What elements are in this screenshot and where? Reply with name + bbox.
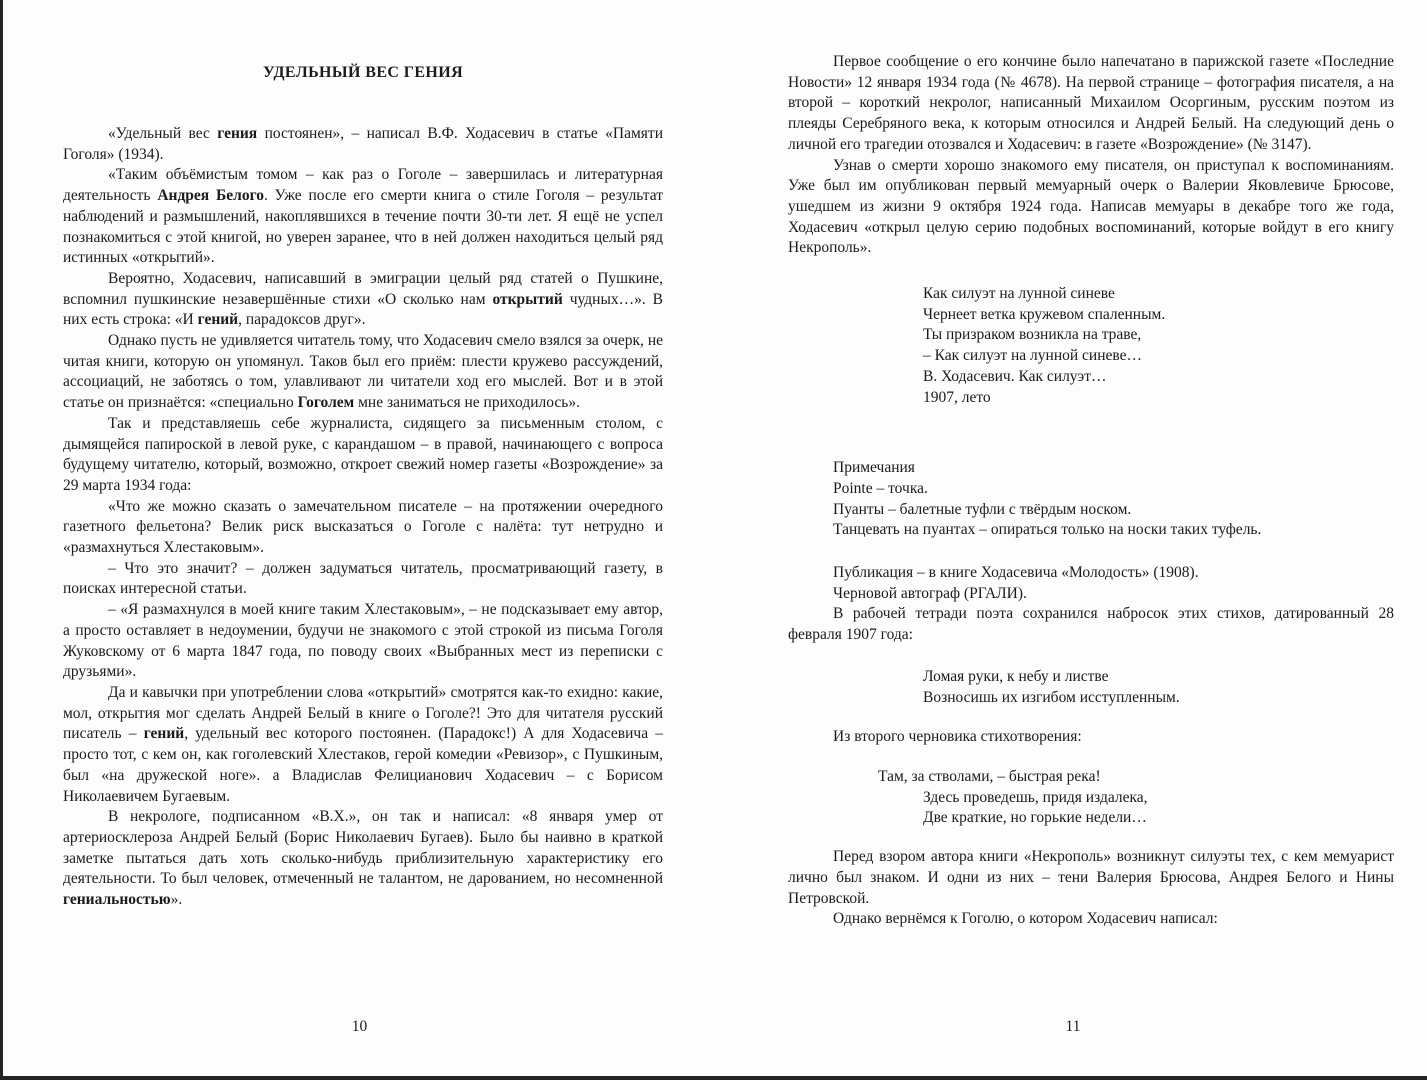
poem-line: 1907, лето: [923, 388, 991, 406]
poem-block: [923, 284, 1394, 408]
poem-line: Здесь проведешь, придя издалека,: [923, 788, 1148, 806]
right-page-blocks: [788, 52, 1394, 930]
note-line: Публикация – в книге Ходасевича «Молодость» (1908).: [833, 564, 1199, 582]
paragraph: – Что это значит? – должен задуматься читатель, просматривающий газету, в поисках интересной статьи.: [63, 559, 663, 598]
poem-block: [923, 667, 1394, 708]
poem-line: Возносишь их изгибом исступленным.: [923, 688, 1180, 706]
note-line: Pointe – точка.: [833, 479, 928, 497]
left-text-area: [63, 0, 663, 911]
page-right: [716, 0, 1427, 1076]
page-left: [3, 0, 716, 1076]
note-line: Танцевать на пуантах – опираться только на носки таких туфель.: [833, 521, 1262, 539]
page-number-left: 10: [351, 1018, 368, 1035]
poem-line: Как силуэт на лунной синеве: [923, 285, 1115, 303]
paragraph: Однако вернёмся к Гоголю, о котором Ходасевич написал:: [833, 910, 1218, 928]
paragraph: В некрологе, подписанном «В.Х.», он так и написал: «8 января умер от артериосклероза Андрей Белый (Борис Николаевич Бугаев). Было бы наивно в краткой заметке пытаться дать хоть сколько-нибудь приблизительную характеристику его деятельности. То был человек, отмеченный не талантом, не дарованием, но несомненной гениальностью».: [63, 808, 663, 909]
paragraph: Вероятно, Ходасевич, написавший в эмиграции целый ряд статей о Пушкине, вспомнил пушкинские незавершённые стихи «О сколько нам открытий чудных…». В них есть строка: «И гений, парадоксов друг».: [63, 269, 663, 329]
paragraph: Узнав о смерти хорошо знакомого ему писателя, он приступал к воспоминаниям. Уже был им опубликован первый мемуарный очерк о Валерии Яковлевиче Брюсове, ушедшем из жизни 9 октября 1924 года. Написав мемуары в декабре того же года, Ходасевич «открыл целую серию подобных воспоминаний, которые войдут в его книгу Некрополь».: [788, 156, 1394, 257]
paragraph: Однако пусть не удивляется читатель тому, что Ходасевич смело взялся за очерк, не читая книги, которую он упомянул. Таков был его приём: плести кружево рассуждений, ассоциаций, не заботясь о том, улавливают ли читатели ход его мыслей. Вот и в этой статье он признаётся: «специально Гоголем мне заниматься не приходилось».: [63, 332, 663, 412]
note-line: Черновой автограф (РГАЛИ).: [833, 584, 1027, 602]
paragraph: Так и представляешь себе журналиста, сидящего за письменным столом, с дымящейся папироской в левой руке, с карандашом – в правой, начинающего с вопроса будущему читателю, который, возможно, откроет свежий номер газеты «Возрождение» за 29 марта 1934 года:: [63, 414, 663, 494]
paragraph: Да и кавычки при употреблении слова «открытий» смотрятся как-то ехидно: какие, мол, открытия мог сделать Андрей Белый в книге о Гоголе?! Это для читателя русский писатель – гений, удельный вес которого постоянен. (Парадокс!) А для Ходасевича – просто тот, с кем он, как гоголевский Хлестаков, герой комедии «Ревизор», с Пушкиным, был «на дружеской ноге». а Владислав Фелицианович Ходасевич – с Борисом Николаевичем Бугаевым.: [63, 683, 663, 805]
left-page-paragraphs: [63, 124, 663, 911]
poem-block: [878, 767, 1394, 829]
paragraph: – «Я размахнулся в моей книге таким Хлестаковым», – не подсказывает ему автор, а просто оставляет в недоумении, будучи не знакомого с этой строкой из письма Гоголя Жуковскому от 6 марта 1847 года, по поводу своих «Выбранных мест из переписки с друзьями».: [63, 601, 663, 681]
notes-block: [833, 458, 1394, 541]
notes-block: [833, 563, 1394, 604]
right-text-area: [788, 0, 1394, 930]
paragraph: Из второго черновика стихотворения:: [833, 728, 1082, 746]
poem-line: Ломая руки, к небу и листве: [923, 667, 1109, 685]
paragraph: В рабочей тетради поэта сохранился набросок этих стихов, датированный 28 февраля 1907 года:: [788, 605, 1394, 644]
poem-line: Там, за стволами, – быстрая река!: [878, 767, 1101, 785]
note-line: Примечания: [833, 459, 915, 477]
poem-line: – Как силуэт на лунной синеве…: [923, 347, 1143, 365]
paragraph: Перед взором автора книги «Некрополь» возникнут силуэты тех, с кем мемуарист лично был знаком. И одни из них – тени Валерия Брюсова, Андрея Белого и Нины Петровской.: [788, 848, 1394, 907]
poem-line: Две краткие, но горькие недели…: [923, 809, 1147, 827]
paragraph: Первое сообщение о его кончине было напечатано в парижской газете «Последние Новости» 12 января 1934 года (№ 4678). На первой странице – фотография писателя, а на второй – короткий некролог, написанный Михаилом Осоргиным, русским поэтом из плеяды Серебряного века, к которым относился и Андрей Белый. На следующий день о личной его трагедии отозвался и Ходасевич: в газете «Возрождение» (№ 3147).: [788, 53, 1394, 153]
article-title: УДЕЛЬНЫЙ ВЕС ГЕНИЯ: [262, 64, 464, 81]
poem-line: Ты призраком возникла на траве,: [923, 326, 1142, 344]
paragraph: «Удельный вес гения постоянен», – написал В.Ф. Ходасевич в статье «Памяти Гоголя» (1934).: [63, 125, 663, 163]
paragraph: «Что же можно сказать о замечательном писателе – на протяжении очередного газетного фельетона? Велик риск высказаться о Гоголе с налёта: тут нетрудно и «размахнуться Хлестаковым».: [63, 497, 663, 557]
poem-line: В. Ходасевич. Как силуэт…: [923, 367, 1107, 385]
poem-line: Чернеет ветка кружевом спаленным.: [923, 305, 1166, 323]
page-number-right: 11: [1065, 1018, 1081, 1035]
note-line: Пуанты – балетные туфли с твёрдым носком.: [833, 500, 1132, 518]
paragraph: «Таким объёмистым томом – как раз о Гоголе – завершилась и литературная деятельность Андрея Белого. Уже после его смерти книга о стиле Гоголя – результат наблюдений и размышлений, накоплявшихся в течение почти 30-ти лет. Я ещё не успел познакомиться с этой книгой, но уверен заранее, что в ней должен находиться целый ряд истинных «открытий».: [63, 166, 664, 267]
